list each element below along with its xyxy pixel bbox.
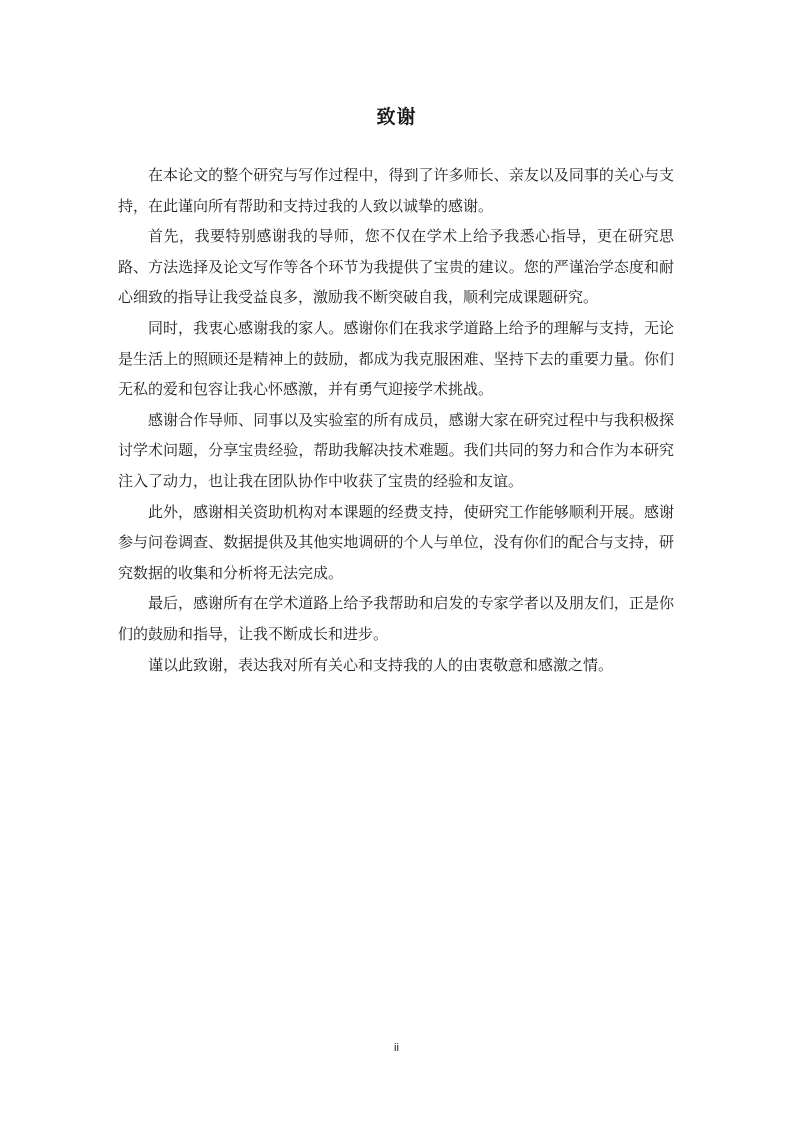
acknowledgement-body bbox=[118, 160, 674, 680]
paragraph-5: 此外，感谢相关资助机构对本课题的经费支持，使研究工作能够顺利开展。感谢参与问卷调查、数据提供及其他实地调研的个人与单位，没有你们的配合与支持，研究数据的收集和分析将无法完成。 bbox=[118, 502, 674, 582]
paragraph-3: 同时，我衷心感谢我的家人。感谢你们在我求学道路上给予的理解与支持，无论是生活上的照顾还是精神上的鼓励，都成为我克服困难、坚持下去的重要力量。你们无私的爱和包容让我心怀感激，并有勇气迎接学术挑战。 bbox=[118, 318, 674, 399]
page-number: ii bbox=[394, 1042, 399, 1054]
paragraph-1: 在本论文的整个研究与写作过程中，得到了许多师长、亲友以及同事的关心与支持，在此谨向所有帮助和支持过我的人致以诚挚的感谢。 bbox=[118, 166, 674, 215]
paragraph-4: 感谢合作导师、同事以及实验室的所有成员，感谢大家在研究过程中与我积极探讨学术问题，分享宝贵经验，帮助我解决技术难题。我们共同的努力和合作为本研究注入了动力，也让我在团队协作中收获了宝贵的经验和友谊。 bbox=[118, 410, 674, 490]
paragraph-2: 首先，我要特别感谢我的导师，您不仅在学术上给予我悉心指导，更在研究思路、方法选择及论文写作等各个环节为我提供了宝贵的建议。您的严谨治学态度和耐心细致的指导让我受益良多，激励我不断突破自我，顺利完成课题研究。 bbox=[118, 227, 674, 307]
page-title: 致谢 bbox=[376, 106, 417, 128]
paragraph-6: 最后，感谢所有在学术道路上给予我帮助和启发的专家学者以及朋友们，正是你们的鼓励和指导，让我不断成长和进步。 bbox=[118, 594, 674, 643]
paragraph-7: 谨以此致谢，表达我对所有关心和支持我的人的由衷敬意和感激之情。 bbox=[148, 655, 614, 674]
